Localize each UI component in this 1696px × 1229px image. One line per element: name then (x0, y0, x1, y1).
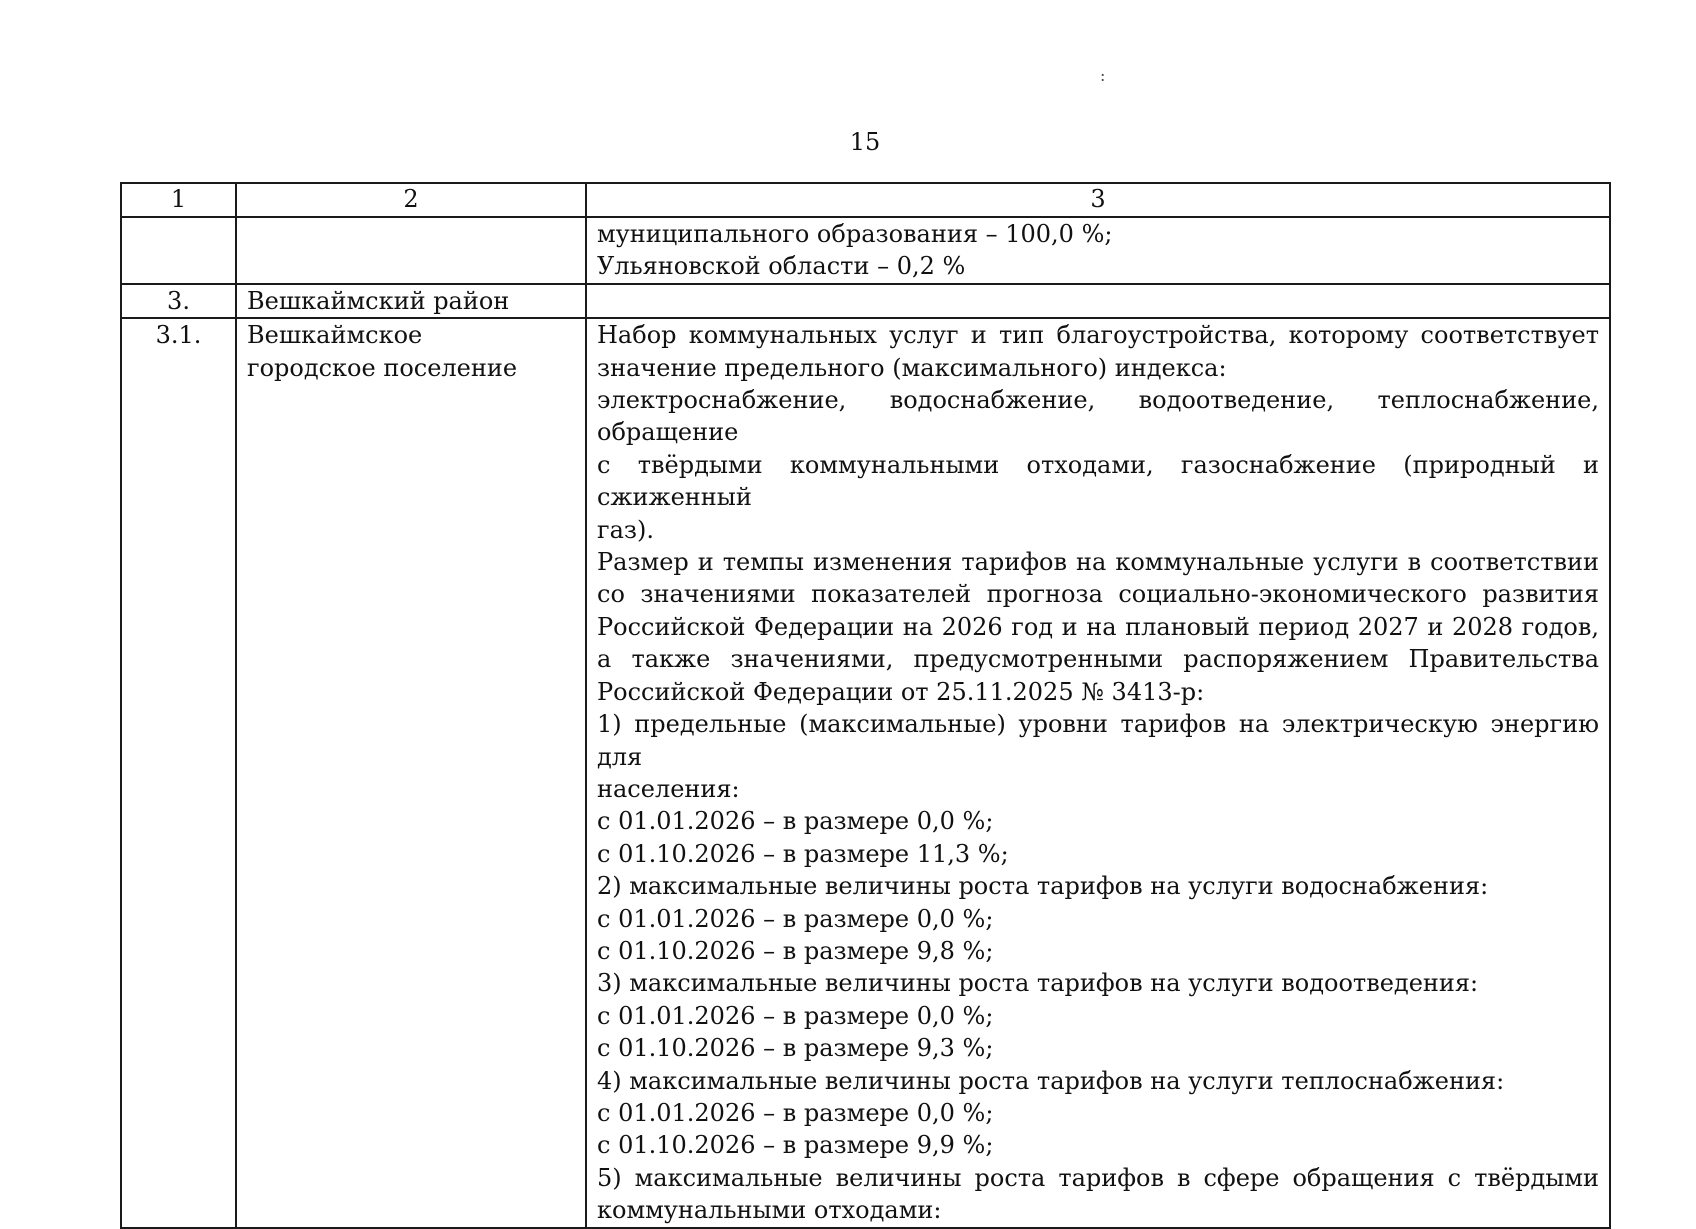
text-line: с 01.01.2026 – в размере 0,0 %; (597, 807, 994, 836)
text-line: с 01.10.2026 – в размере 9,3 %; (597, 1034, 994, 1063)
row-number-cell: 3. (121, 284, 236, 318)
row-name-cell (236, 318, 586, 1227)
text-line: с 01.01.2026 – в размере 0,0 %; (597, 1098, 994, 1127)
row-number-cell (121, 217, 236, 284)
text-line: 2) максимальные величины роста тарифов на услуги водоснабжения: (597, 872, 1489, 901)
text-line: с 01.10.2026 – в размере 9,8 %; (597, 936, 994, 965)
text-line: газ). (597, 515, 654, 544)
text-line: с твёрдыми коммунальными отходами, газоснабжение (природный и сжиженный (597, 450, 1599, 512)
column-header: 2 (236, 183, 586, 217)
text-line: с 01.10.2026 – в размере 11,3 %; (597, 839, 1009, 868)
page-number: 15 (849, 128, 881, 156)
text-line: с 01.01.2026 – в размере 0,0 %; (597, 904, 994, 933)
text-line: 4) максимальные величины роста тарифов на услуги теплоснабжения: (597, 1066, 1505, 1095)
row-text-cell (586, 217, 1610, 284)
text-line: коммунальными отходами: (597, 1196, 942, 1225)
text-line: 1) предельные (максимальные) уровни тарифов на электрическую энергию для (597, 710, 1599, 771)
row-name-cell (236, 217, 586, 284)
text-line: электроснабжение, водоснабжение, водоотведение, теплоснабжение, обращение (597, 386, 1599, 447)
table-row (121, 284, 1610, 318)
text-line: муниципального образования – 100,0 %; (597, 220, 1113, 248)
name-line: Вешкаймское (247, 321, 423, 350)
row-name-cell: Вешкаймский район (236, 284, 586, 318)
row-text-cell (586, 318, 1610, 1227)
text-line: Российской Федерации от 25.11.2025 № 3413-р: (597, 677, 1205, 706)
row-text-cell (586, 284, 1610, 318)
text-line: а также значениями, предусмотренными распоряжением Правительства (597, 645, 1599, 674)
text-line: 3) максимальные величины роста тарифов на услуги водоотведения: (597, 969, 1479, 998)
text-line: с 01.10.2026 – в размере 9,9 %; (597, 1131, 994, 1160)
text-line: Набор коммунальных услуг и тип благоустройства, которому соответствует (597, 321, 1599, 350)
text-line: Размер и темпы изменения тарифов на коммунальные услуги в соответствии (597, 548, 1599, 577)
text-line: населения: (597, 774, 740, 803)
table-header-row (121, 183, 1610, 217)
column-header: 1 (121, 183, 236, 217)
text-line: Ульяновской области – 0,2 % (597, 252, 966, 281)
table-row (121, 318, 1610, 1227)
name-line: городское поселение (247, 353, 518, 382)
scan-mark: : (1100, 66, 1106, 85)
text-line: Российской Федерации на 2026 год и на плановый период 2027 и 2028 годов, (597, 612, 1599, 641)
text-line: с 01.01.2026 – в размере 0,0 %; (597, 1001, 994, 1030)
text-line: 5) максимальные величины роста тарифов в сфере обращения с твёрдыми (597, 1163, 1599, 1192)
column-header: 3 (586, 183, 1610, 217)
text-line: значение предельного (максимального) индекса: (597, 353, 1227, 382)
tariff-table (120, 182, 1611, 1229)
text-line: со значениями показателей прогноза социально-экономического развития (597, 580, 1599, 609)
table-row (121, 217, 1610, 284)
row-number-cell: 3.1. (121, 318, 236, 1227)
